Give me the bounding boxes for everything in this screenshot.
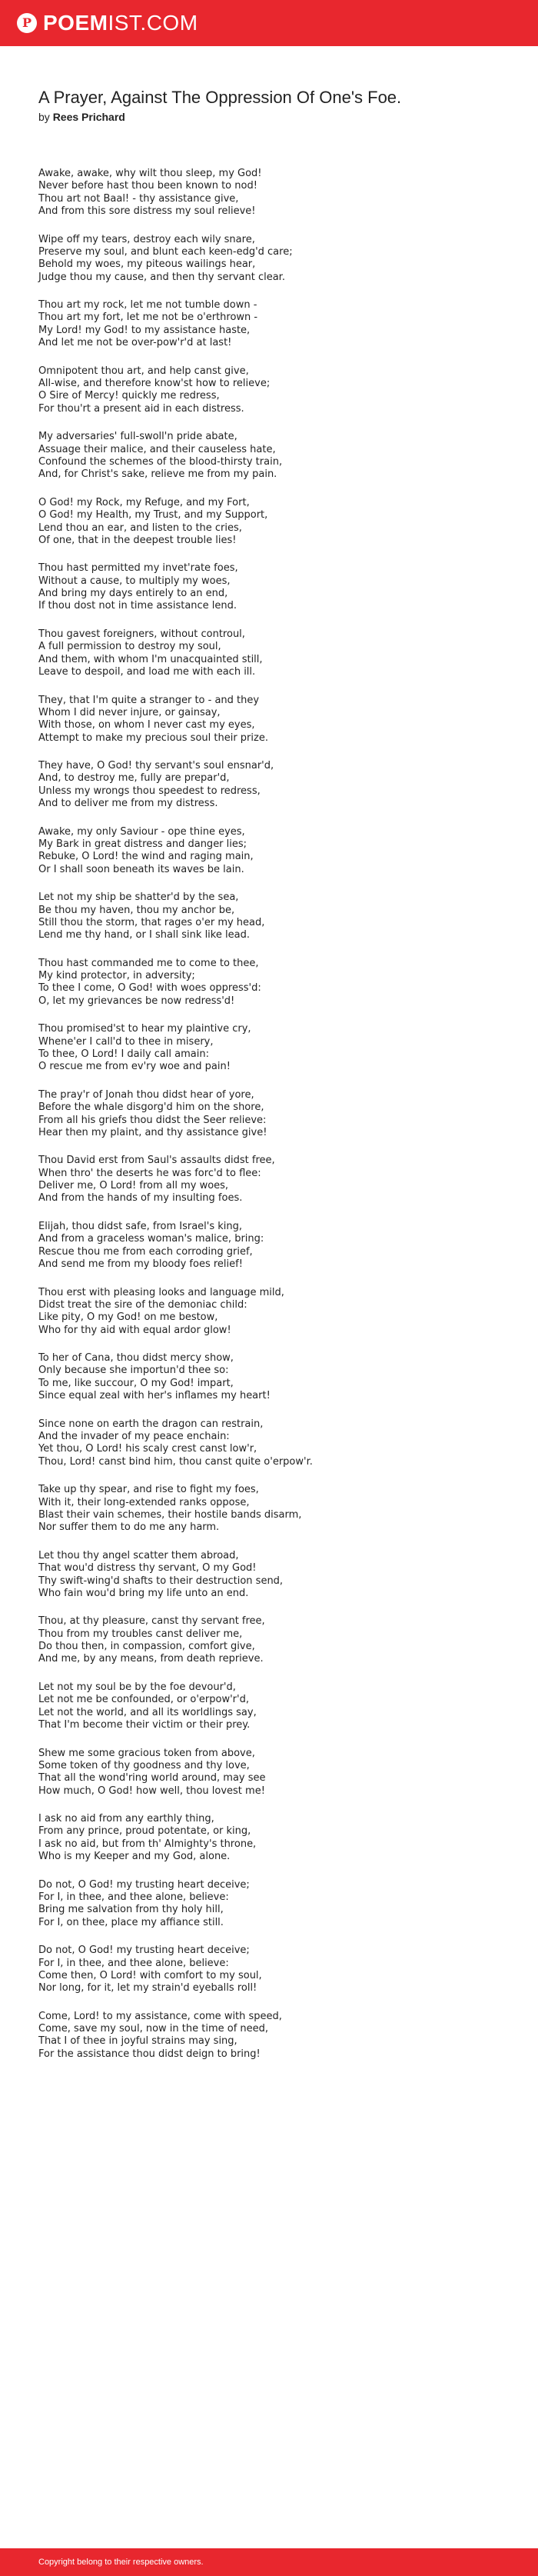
poem-line: Thou erst with pleasing looks and language mild,: [38, 1286, 284, 1298]
poem-line: Leave to despoil, and load me with each ill.: [38, 665, 256, 678]
stanza: [38, 1681, 507, 1731]
poem-line: Hear then my plaint, and thy assistance give!: [38, 1126, 267, 1138]
poem-line: Thou art not Baal! - thy assistance give,: [38, 192, 239, 205]
poem-line: Whene'er I call'd to thee in misery,: [38, 1035, 214, 1048]
poem-line: Nor long, for it, let my strain'd eyeballs roll!: [38, 1982, 257, 1994]
stanza: [38, 1418, 507, 1468]
poem-line: For thou'rt a present aid in each distress.: [38, 402, 244, 415]
stanza: [38, 431, 507, 481]
poem-line: And let me not be over-pow'r'd at last!: [38, 337, 232, 349]
site-footer: [0, 2548, 538, 2576]
poem-line: And bring my days entirely to an end,: [38, 588, 228, 600]
stanza: [38, 1550, 507, 1600]
stanza: [38, 1287, 507, 1337]
stanza: [38, 1023, 507, 1073]
stanza: [38, 299, 507, 349]
poem-line: Let not my ship be shatter'd by the sea,: [38, 891, 239, 904]
page-title: A Prayer, Against The Oppression Of One's Foe.: [38, 88, 402, 107]
poem-line: Bring me salvation from thy holy hill,: [38, 1904, 224, 1916]
poem-line: From any prince, proud potentate, or king,: [38, 1825, 251, 1838]
poem-line: Behold my woes, my piteous wailings hear,: [38, 258, 256, 271]
poem-line: That I'm become their victim or their prey.: [38, 1718, 251, 1731]
poem-line: And from the hands of my insulting foes.: [38, 1192, 243, 1205]
stanza: [38, 891, 507, 941]
poem-line: O Sire of Mercy! quickly me redress,: [38, 390, 220, 402]
poem-line: Wipe off my tears, destroy each wily snare,: [38, 233, 255, 245]
stanza: [38, 365, 507, 415]
poem-line: Let thou thy angel scatter them abroad,: [38, 1549, 239, 1561]
stanza: [38, 1484, 507, 1534]
poem-line: I ask no aid, but from th' Almighty's throne,: [38, 1838, 257, 1850]
poem-line: Thou art my fort, let me not be o'erthrown -: [38, 312, 258, 324]
stanza: [38, 1944, 507, 1994]
poem-line: Thou art my rock, let me not tumble down -: [38, 299, 257, 312]
poem-line: For the assistance thou didst deign to bring!: [38, 2048, 261, 2060]
stanza: [38, 562, 507, 612]
poem-line: And them, with whom I'm unacquainted still,: [38, 653, 263, 665]
poem-line: Whom I did never injure, or gainsay,: [38, 706, 221, 718]
poem-line: Who for thy aid with equal ardor glow!: [38, 1324, 231, 1336]
poem-line: My kind protector, in adversity;: [38, 970, 195, 982]
poem-line: Omnipotent thou art, and help canst give,: [38, 365, 249, 377]
stanza: [38, 628, 507, 678]
poem-line: How much, O God! how well, thou lovest me!: [38, 1785, 265, 1797]
poem-line: Unless my wrongs thou speedest to redress,: [38, 785, 261, 797]
poem-line: Blast their vain schemes, their hostile bands disarm,: [38, 1508, 302, 1521]
poem-line: Before the whale disgorg'd him on the shore,: [38, 1101, 264, 1114]
stanza: [38, 760, 507, 810]
poem-line: Attempt to make my precious soul their prize.: [38, 731, 268, 744]
poem-line: Thy swift-wing'd shafts to their destruction send,: [38, 1575, 284, 1587]
poem-line: Since equal zeal with her's inflames my heart!: [38, 1390, 271, 1402]
by-label: by: [38, 111, 50, 123]
logo-mark-icon: P: [17, 13, 37, 33]
poem-line: To her of Cana, thou didst mercy show,: [38, 1352, 234, 1365]
poem-line: And, for Christ's sake, relieve me from my pain.: [38, 468, 277, 481]
poem-line: O, let my grievances be now redress'd!: [38, 995, 235, 1007]
poem-line: Thou, at thy pleasure, canst thy servant free,: [38, 1615, 265, 1628]
poem-line: With it, their long-extended ranks oppose,: [38, 1496, 250, 1508]
poem-line: The pray'r of Jonah thou didst hear of yore,: [38, 1088, 254, 1101]
poem-line: Nor suffer them to do me any harm.: [38, 1521, 220, 1534]
stanza: [38, 1089, 507, 1139]
poem-line: Thou hast permitted my invet'rate foes,: [38, 562, 238, 575]
poem-line: Do thou then, in compassion, comfort give,: [38, 1641, 255, 1653]
poem-line: Thou, Lord! canst bind him, thou canst quite o'erpow'r.: [38, 1455, 313, 1468]
poem-line: I ask no aid from any earthly thing,: [38, 1813, 214, 1825]
stanza: [38, 1155, 507, 1205]
poem-line: My Lord! my God! to my assistance haste,: [38, 324, 251, 336]
poem-line: Let not me be confounded, or o'erpow'r'd,: [38, 1694, 249, 1706]
stanza: [38, 168, 507, 218]
poem-line: Of one, that in the deepest trouble lies!: [38, 534, 237, 546]
poem-line: Some token of thy goodness and thy love,: [38, 1759, 250, 1771]
copyright-text: Copyright belong to their respective owners.: [38, 2558, 204, 2567]
poem-line: Assuage their malice, and their causeless hate,: [38, 443, 276, 455]
poem-line: Only because she importun'd thee so:: [38, 1365, 229, 1377]
poem-line: They have, O God! thy servant's soul ensnar'd,: [38, 760, 274, 772]
poem-line: That wou'd distress thy servant, O my God!: [38, 1562, 257, 1575]
poem-line: And me, by any means, from death reprieve.: [38, 1653, 264, 1665]
poem-line: Judge thou my cause, and then thy servant clear.: [38, 271, 285, 283]
poem-line: That I of thee in joyful strains may sing,: [38, 2035, 237, 2048]
poem-line: Never before hast thou been known to nod!: [38, 180, 257, 192]
poem-line: Who is my Keeper and my God, alone.: [38, 1851, 231, 1863]
poem-line: Preserve my soul, and blunt each keen-edg'd care;: [38, 245, 293, 258]
poem-line: For I, in thee, and thee alone, believe:: [38, 1891, 229, 1903]
poem-line: And to deliver me from my distress.: [38, 798, 218, 810]
poem-line: Come, save my soul, now in the time of need,: [38, 2023, 269, 2035]
poem-line: Like pity, O my God! on me bestow,: [38, 1311, 218, 1324]
byline: [38, 110, 507, 124]
stanza: [38, 1352, 507, 1402]
poem-line: Thou hast commanded me to come to thee,: [38, 957, 259, 969]
poem-line: And send me from my bloody foes relief!: [38, 1258, 243, 1271]
poem-line: Confound the schemes of the blood-thirsty train,: [38, 455, 283, 468]
poem-header: [38, 87, 507, 124]
poem-line: And from a graceless woman's malice, bring:: [38, 1233, 264, 1245]
stanza: [38, 1748, 507, 1798]
poem-line: Do not, O God! my trusting heart deceive;: [38, 1878, 250, 1891]
poem-body: [38, 168, 507, 2076]
poem-line: Take up thy spear, and rise to fight my foes,: [38, 1484, 259, 1496]
stanza: [38, 695, 507, 745]
poem-line: Thou promised'st to hear my plaintive cry,: [38, 1023, 251, 1035]
poem-line: O rescue me from ev'ry woe and pain!: [38, 1061, 231, 1073]
poem-line: To me, like succour, O my God! impart,: [38, 1377, 234, 1389]
poem-line: Yet thou, O Lord! his scaly crest canst low'r,: [38, 1443, 257, 1455]
site-logo[interactable]: [17, 9, 198, 37]
poem-line: With those, on whom I never cast my eyes,: [38, 719, 255, 731]
poem-line: That all the wond'ring world around, may see: [38, 1772, 266, 1785]
poem-line: Let not my soul be by the foe devour'd,: [38, 1681, 236, 1693]
logo-wordmark: POEMIST.COM: [43, 11, 198, 35]
poem-line: A full permission to destroy my soul,: [38, 641, 221, 653]
stanza: [38, 1879, 507, 1929]
poem-line: Thou from my troubles canst deliver me,: [38, 1628, 243, 1640]
poem-line: Didst treat the sire of the demoniac child:: [38, 1298, 247, 1311]
stanza: [38, 826, 507, 876]
poem-line: To thee, O Lord! I daily call amain:: [38, 1048, 209, 1060]
poem-line: O God! my Health, my Trust, and my Support,: [38, 509, 268, 522]
poem-line: Deliver me, O Lord! from all my woes,: [38, 1180, 229, 1192]
poem-line: Come then, O Lord! with comfort to my soul,: [38, 1969, 262, 1981]
poem-line: O God! my Rock, my Refuge, and my Fort,: [38, 496, 250, 508]
stanza: [38, 1615, 507, 1665]
poem-line: Shew me some gracious token from above,: [38, 1747, 255, 1759]
poem-line: Who fain wou'd bring my life unto an end.: [38, 1587, 249, 1599]
poem-line: Rebuke, O Lord! the wind and raging main,: [38, 851, 254, 863]
stanza: [38, 1813, 507, 1863]
poem-line: My Bark in great distress and danger lies;: [38, 838, 247, 850]
poem-line: My adversaries' full-swoll'n pride abate,: [38, 431, 237, 443]
poem-line: Lend thou an ear, and listen to the cries,: [38, 522, 242, 534]
poem-line: Awake, my only Saviour - ope thine eyes,: [38, 825, 245, 838]
poem-line: Be thou my haven, thou my anchor be,: [38, 904, 235, 916]
poem-line: Since none on earth the dragon can restrain,: [38, 1418, 264, 1430]
poem-line: Come, Lord! to my assistance, come with speed,: [38, 2010, 282, 2022]
poem-line: Let not the world, and all its worldlings say,: [38, 1706, 257, 1718]
poem-line: Lend me thy hand, or I shall sink like lead.: [38, 929, 250, 941]
poem-line: Elijah, thou didst safe, from Israel's king,: [38, 1221, 243, 1232]
poem-line: Thou David erst from Saul's assaults didst free,: [38, 1155, 275, 1167]
author-name: Rees Prichard: [52, 111, 125, 123]
poem-line: They, that I'm quite a stranger to - and they: [38, 694, 260, 706]
stanza: [38, 958, 507, 1008]
poem-line: And from this sore distress my soul relieve!: [38, 205, 256, 218]
poem-line: All-wise, and therefore know'st how to relieve;: [38, 378, 271, 390]
poem-line: Still thou the storm, that rages o'er my head,: [38, 916, 265, 928]
poem-line: To thee I come, O God! with woes oppress'd:: [38, 982, 261, 995]
poem-line: Do not, O God! my trusting heart deceive;: [38, 1944, 250, 1957]
poem-line: When thro' the deserts he was forc'd to flee:: [38, 1167, 261, 1179]
site-header: [0, 0, 538, 46]
stanza: [38, 2011, 507, 2061]
poem-line: For I, in thee, and thee alone, believe:: [38, 1957, 229, 1969]
poem-line: Or I shall soon beneath its waves be lain.: [38, 863, 244, 875]
poem-line: Awake, awake, why wilt thou sleep, my God!: [38, 168, 262, 179]
stanza: [38, 234, 507, 284]
poem-line: And the invader of my peace enchain:: [38, 1431, 230, 1443]
poem-line: For I, on thee, place my affiance still.: [38, 1916, 224, 1928]
poem-line: Rescue thou me from each corroding grief,: [38, 1245, 253, 1258]
poem-line: Thou gavest foreigners, without controul,: [38, 628, 245, 640]
poem-line: Without a cause, to multiply my woes,: [38, 575, 231, 587]
poem-line: And, to destroy me, fully are prepar'd,: [38, 772, 230, 785]
stanza: [38, 497, 507, 547]
poem-line: From all his griefs thou didst the Seer relieve:: [38, 1114, 267, 1126]
stanza: [38, 1221, 507, 1271]
poem-line: If thou dost not in time assistance lend.: [38, 600, 237, 612]
